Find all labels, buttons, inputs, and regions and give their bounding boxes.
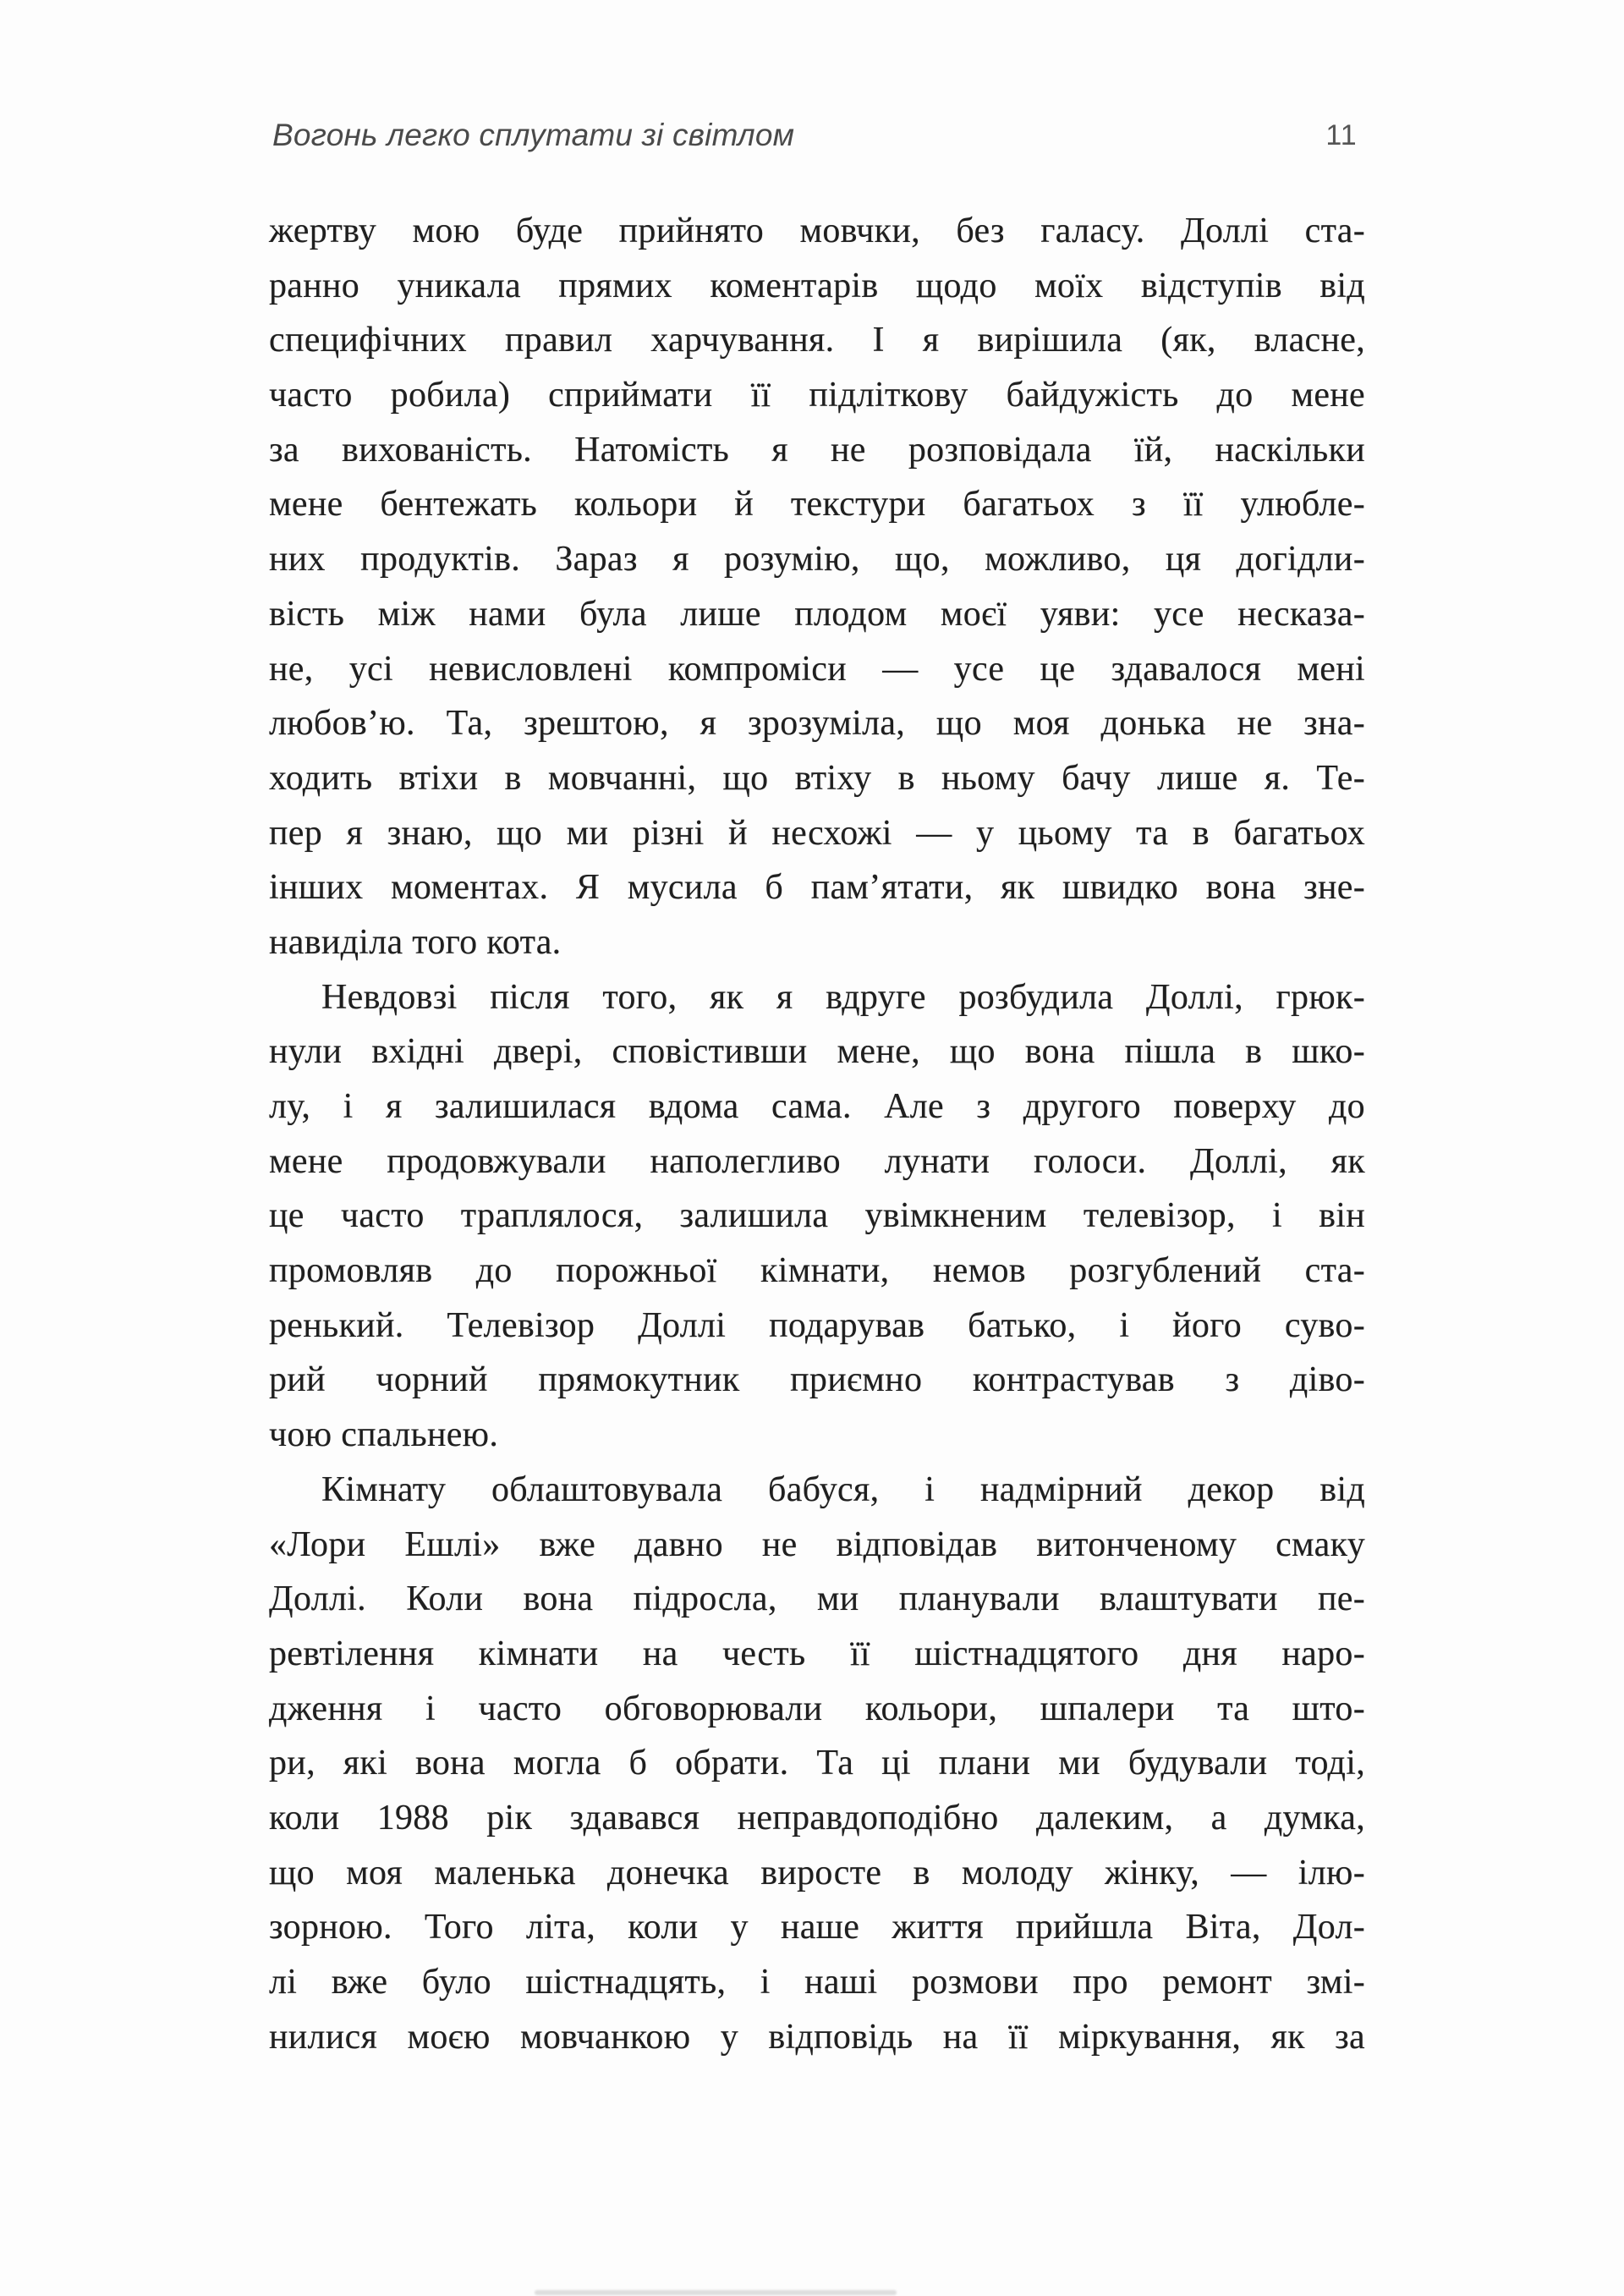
text-line: мене продовжували наполегливо лунати голоси. Доллі, як bbox=[269, 1141, 1365, 1181]
text-line: мене бентежать кольори й текстури багатьох з її улюбле- bbox=[269, 485, 1365, 525]
text-line: це часто траплялося, залишила увімкненим телевізор, і він bbox=[269, 1196, 1365, 1236]
text-line: часто робила) сприймати її підліткову байдужість до мене bbox=[269, 376, 1365, 415]
text-line: інших моментах. Я мусила б пам’ятати, як швидко вона зне- bbox=[269, 868, 1365, 908]
text-line: дження і часто обговорювали кольори, шпалери та што- bbox=[269, 1689, 1365, 1728]
text-line: промовляв до порожньої кімнати, немов розгублений ста- bbox=[269, 1251, 1365, 1291]
text-line: за вихованість. Натомість я не розповідала їй, наскільки bbox=[269, 430, 1365, 470]
text-line: специфічних правил харчування. І я вирішила (як, власне, bbox=[269, 321, 1365, 360]
text-line: «Лори Ешлі» вже давно не відповідав витонченому смаку bbox=[269, 1524, 1365, 1564]
text-line: любов’ю. Та, зрештою, я зрозуміла, що моя донька не зна- bbox=[269, 704, 1365, 744]
text-line: пер я знаю, що ми різні й несхожі — у цьому та в багатьох bbox=[269, 813, 1365, 853]
text-line: жертву мою буде прийнято мовчки, без галасу. Доллі ста- bbox=[269, 211, 1365, 250]
text-line: що моя маленька донечка виросте в молоду жінку, — ілю- bbox=[269, 1853, 1365, 1892]
text-line: ри, які вона могла б обрати. Та ці плани ми будували тоді, bbox=[269, 1744, 1365, 1783]
body-text-block bbox=[269, 204, 1365, 2064]
text-line: них продуктів. Зараз я розумію, що, можливо, ця догідли- bbox=[269, 540, 1365, 579]
text-line: ходить втіхи в мовчанні, що втіху в ньому бачу лише я. Те- bbox=[269, 758, 1365, 798]
text-line: зорною. Того літа, коли у наше життя прийшла Віта, Дол- bbox=[269, 1908, 1365, 1947]
running-header-title: Вогонь легко сплутати зі світлом bbox=[272, 118, 795, 152]
scan-edge-artifact bbox=[535, 2290, 897, 2295]
page-header bbox=[272, 112, 1365, 159]
text-line: нилися моєю мовчанкою у відповідь на її міркування, як за bbox=[269, 2017, 1365, 2057]
text-line: чою спальнею. bbox=[269, 1415, 499, 1455]
page-number: 11 bbox=[1325, 119, 1358, 151]
text-line: вість між нами була лише плодом моєї уяви: усе несказа- bbox=[269, 594, 1365, 634]
text-line: Доллі. Коли вона підросла, ми планували влаштувати пе- bbox=[269, 1579, 1365, 1619]
text-line: ренький. Телевізор Доллі подарував батько, і його суво- bbox=[269, 1305, 1365, 1345]
text-line: рий чорний прямокутник приємно контрастував з діво- bbox=[269, 1360, 1365, 1400]
text-line: не, усі невисловлені компроміси — усе це здавалося мені bbox=[269, 649, 1365, 689]
text-line: Кімнату облаштовувала бабуся, і надмірний декор від bbox=[321, 1469, 1365, 1509]
text-line: лу, і я залишилася вдома сама. Але з другого поверху до bbox=[269, 1087, 1365, 1126]
text-line: ранно уникала прямих коментарів щодо моїх відступів від bbox=[269, 266, 1365, 305]
text-line: лі вже було шістнадцять, і наші розмови про ремонт змі- bbox=[269, 1963, 1365, 2002]
text-line: коли 1988 рік здавався неправдоподібно далеким, а думка, bbox=[269, 1798, 1365, 1837]
text-line: ревтілення кімнати на честь її шістнадцятого дня наро- bbox=[269, 1634, 1365, 1673]
text-line: навиділа того кота. bbox=[269, 922, 562, 962]
text-line: нули вхідні двері, сповістивши мене, що вона пішла в шко- bbox=[269, 1032, 1365, 1072]
text-line: Невдовзі після того, як я вдруге розбудила Доллі, грюк- bbox=[321, 977, 1365, 1017]
